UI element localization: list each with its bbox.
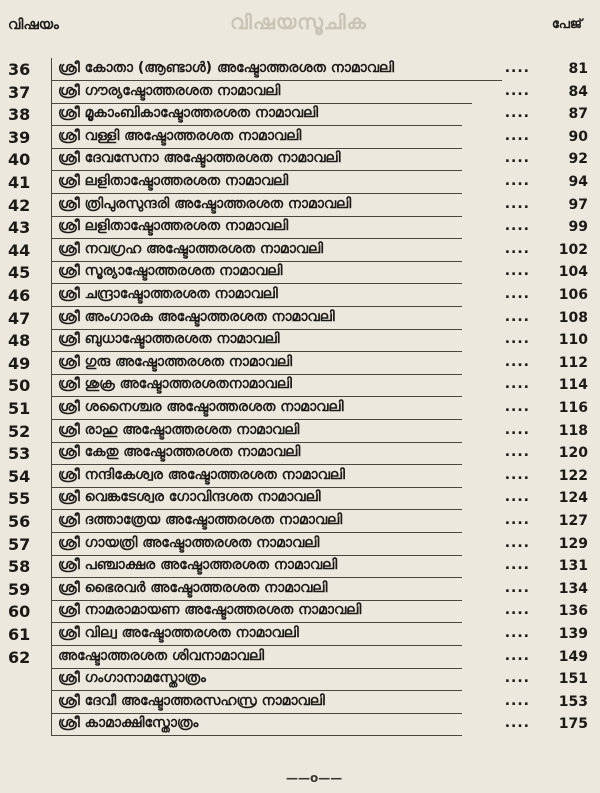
title-cell (51, 284, 462, 307)
entry-number: 56 (8, 512, 31, 531)
page-number: 136 (558, 603, 588, 620)
entry-number: 54 (8, 466, 31, 486)
leader-dots: .... (504, 308, 530, 325)
table-row (0, 239, 600, 263)
title-cell (51, 668, 462, 691)
title-cell (51, 329, 462, 352)
page-number: 175 (558, 716, 588, 733)
page-number: 92 (568, 151, 588, 168)
entry-title: ശ്രീ ചന്ദ്രാഷ്ടോത്തരശത നാമാവലി (58, 286, 278, 302)
leader-dots: .... (504, 421, 530, 438)
title-cell (51, 126, 462, 149)
leader-dots: .... (504, 331, 530, 348)
table-row (0, 487, 600, 511)
leader-dots: .... (504, 602, 530, 619)
entry-number: 55 (8, 489, 31, 509)
leader-dots: .... (504, 263, 530, 280)
entry-title: ശ്രീ ഭൈരവർ അഷ്ടോത്തരശത നാമാവലി (58, 579, 328, 596)
footer-ornament: ——o—— (286, 771, 343, 785)
entry-number: 48 (8, 331, 31, 351)
entry-title: ശ്രീ കോതാ (ആണ്ടാൾ) അഷ്ടോത്തരശത നാമാവലി (58, 60, 395, 76)
page-number: 87 (568, 106, 588, 123)
entry-title: അഷ്ടോത്തരശത ശിവനാമാവലി (58, 647, 264, 664)
entry-title: ശ്രീ ഗായത്രി അഷ്ടോത്തരശത നാമാവലി (58, 534, 320, 551)
entry-title: ശ്രീ ലളിതാഷ്ടോത്തരശത നാമാവലി (58, 173, 289, 189)
entry-number: 51 (8, 399, 31, 418)
table-row (0, 171, 600, 195)
table-row (0, 442, 600, 466)
title-cell (51, 465, 462, 488)
page-number: 106 (558, 287, 588, 303)
title-cell (51, 600, 462, 623)
title-cell (51, 239, 462, 262)
page-number: 153 (558, 693, 588, 710)
table-row (0, 510, 600, 534)
leader-dots: .... (504, 399, 530, 415)
entry-title: ശ്രീ അംഗാരക അഷ്ടോത്തരശത നാമാവലി (58, 308, 335, 325)
entry-number: 60 (8, 602, 31, 622)
title-cell (51, 103, 462, 126)
entry-number: 46 (8, 286, 31, 305)
title-cell (51, 216, 462, 239)
title-cell (51, 374, 462, 397)
entry-number: 45 (8, 263, 31, 283)
page-number: 131 (558, 558, 588, 575)
leader-dots: .... (504, 534, 530, 551)
leader-dots: .... (504, 625, 530, 641)
title-cell (51, 487, 462, 510)
page-number: 151 (558, 671, 588, 688)
title-cell (51, 646, 462, 669)
leader-dots: .... (504, 647, 530, 664)
entry-title: ശ്രീ ശുക്ര അഷ്ടോത്തരശതനാമാവലി (58, 376, 292, 393)
entry-number: 43 (8, 218, 31, 238)
index-heading-faded: വിഷയസൂചിക (230, 10, 367, 34)
page-number: 149 (558, 648, 588, 665)
entry-title: ശ്രീ ദത്താത്രേയ അഷ്ടോത്തരശത നാമാവലി (58, 512, 343, 528)
leader-dots: .... (504, 670, 530, 687)
entry-number: 47 (8, 308, 31, 328)
title-cell (51, 510, 462, 533)
page-number: 129 (558, 535, 588, 552)
table-row (0, 713, 600, 737)
entry-number: 36 (8, 60, 31, 79)
leader-dots: .... (504, 218, 530, 235)
title-cell (51, 307, 462, 330)
table-row (0, 623, 600, 647)
table-row (0, 148, 600, 172)
title-cell (51, 442, 462, 465)
entry-number: 41 (8, 173, 31, 192)
entry-title: ശ്രീ ഗംഗാനാമസ്തോത്രം (58, 670, 206, 687)
page-number: 97 (568, 196, 588, 213)
table-row (0, 533, 600, 557)
page-number: 108 (558, 309, 588, 326)
entry-title: ശ്രീ ബുധാഷ്ടോത്തരശത നാമാവലി (58, 331, 280, 348)
title-cell (51, 171, 462, 194)
leader-dots: .... (504, 512, 530, 528)
leader-dots: .... (504, 353, 530, 370)
leader-dots: .... (504, 466, 530, 483)
page-number: 118 (558, 422, 588, 439)
title-cell (51, 397, 462, 420)
leader-dots: .... (504, 715, 530, 732)
entry-title: ശ്രീ വെങ്കടേശ്വര ഗോവിന്ദശത നാമാവലി (58, 489, 321, 506)
table-row (0, 600, 600, 624)
table-row (0, 465, 600, 489)
entry-title: ശ്രീ ഗുരു അഷ്ടോത്തരശത നാമാവലി (58, 353, 293, 370)
table-row (0, 103, 600, 127)
page-number: 99 (568, 219, 588, 236)
table-row (0, 307, 600, 331)
title-cell (51, 691, 462, 714)
table-row (0, 352, 600, 376)
entry-title: ശ്രീ കാമാക്ഷിസ്തോത്രം (58, 715, 199, 732)
entry-number: 44 (8, 240, 31, 260)
title-cell (51, 555, 462, 578)
page-number: 81 (568, 61, 588, 77)
entry-title: ശ്രീ ശനൈശ്ചര അഷ്ടോത്തരശത നാമാവലി (58, 399, 344, 415)
title-cell (51, 623, 462, 646)
entry-title: ശ്രീ ലളിതാഷ്ടോത്തരശത നാമാവലി (58, 218, 289, 235)
leader-dots: .... (504, 240, 530, 257)
entry-number: 59 (8, 579, 31, 599)
entry-number: 62 (8, 647, 31, 667)
table-row (0, 284, 600, 308)
page-number: 120 (558, 445, 588, 462)
table-row (0, 81, 600, 105)
entry-number: 53 (8, 444, 31, 464)
entry-number: 39 (8, 127, 31, 147)
entry-title: ശ്രീ കേതു അഷ്ടോത്തരശത നാമാവലി (58, 444, 301, 461)
entry-number: 52 (8, 421, 31, 441)
page-number: 122 (558, 467, 588, 484)
entry-title: ശ്രീ ത്രിപുരസുന്ദരി അഷ്ടോത്തരശത നാമാവലി (58, 195, 352, 212)
table-row (0, 646, 600, 670)
page-number: 84 (568, 83, 588, 100)
page-number: 134 (558, 580, 588, 597)
table-row (0, 668, 600, 692)
leader-dots: .... (504, 376, 530, 393)
leader-dots: .... (504, 82, 530, 99)
leader-dots: .... (504, 105, 530, 122)
entry-number: 37 (8, 82, 31, 102)
entry-title: ശ്രീ പഞ്ചാക്ഷര അഷ്ടോത്തരശത നാമാവലി (58, 557, 338, 574)
title-cell (51, 148, 462, 171)
title-cell (51, 194, 462, 217)
title-cell (51, 81, 472, 104)
table-row (0, 261, 600, 285)
table-row (0, 397, 600, 421)
leader-dots: .... (504, 127, 530, 144)
table-row (0, 420, 600, 444)
page-number: 116 (558, 400, 588, 416)
entry-title: ശ്രീ വള്ളി അഷ്ടോത്തരശത നാമാവലി (58, 127, 302, 144)
entry-title: ശ്രീ രാഹു അഷ്ടോത്തരശത നാമാവലി (58, 421, 300, 438)
entry-number: 58 (8, 557, 31, 577)
entry-title: ശ്രീ നവഗ്രഹ അഷ്ടോത്തരശത നാമാവലി (58, 240, 324, 257)
page-number: 114 (558, 377, 588, 394)
leader-dots: .... (504, 150, 530, 167)
entry-number: 42 (8, 195, 31, 215)
entry-title: ശ്രീ വില്വ അഷ്ടോത്തരശത നാമാവലി (58, 625, 299, 641)
leader-dots: .... (504, 173, 530, 189)
table-row (0, 578, 600, 602)
title-cell (51, 533, 462, 556)
table-row (0, 374, 600, 398)
entry-title: ശ്രീ ദേവീ അഷ്ടോത്തരസഹസ്ര നാമാവലി (58, 692, 325, 709)
leader-dots: .... (504, 692, 530, 709)
page-number: 102 (558, 241, 588, 258)
page-number: 124 (558, 490, 588, 507)
entry-number: 57 (8, 534, 31, 554)
page-column-header: പേജ് (551, 17, 582, 32)
page-number: 127 (558, 513, 588, 529)
table-row (0, 58, 600, 82)
title-cell (51, 58, 502, 81)
entry-title: ശ്രീ ഗൗര്യഷ്ടോത്തരശത നാമാവലി (58, 82, 281, 99)
title-cell (51, 578, 462, 601)
table-row (0, 691, 600, 715)
entry-title: ശ്രീ മൂകാംബികാഷ്ടോത്തരശത നാമാവലി (58, 105, 319, 122)
table-row (0, 216, 600, 240)
leader-dots: .... (504, 195, 530, 212)
table-row (0, 126, 600, 150)
table-row (0, 329, 600, 353)
page-number: 90 (568, 128, 588, 145)
page-number: 112 (558, 354, 588, 371)
page-number: 110 (558, 332, 588, 349)
leader-dots: .... (504, 579, 530, 596)
table-row (0, 555, 600, 579)
subject-column-header: വിഷയം (8, 17, 59, 33)
title-cell (51, 713, 462, 736)
leader-dots: .... (504, 557, 530, 574)
leader-dots: .... (504, 60, 530, 76)
leader-dots: .... (504, 489, 530, 506)
entry-number: 38 (8, 105, 31, 125)
entry-title: ശ്രീ ദേവസേനാ അഷ്ടോത്തരശത നാമാവലി (58, 150, 341, 167)
leader-dots: .... (504, 286, 530, 302)
entry-number: 50 (8, 376, 31, 396)
page-number: 94 (568, 174, 588, 190)
entry-number: 61 (8, 625, 31, 644)
title-cell (51, 261, 462, 284)
leader-dots: .... (504, 444, 530, 461)
entry-title: ശ്രീ സൂര്യാഷ്ടോത്തരശത നാമാവലി (58, 263, 283, 280)
page-number: 139 (558, 626, 588, 642)
table-row (0, 194, 600, 218)
entry-title: ശ്രീ നാമരാമായണ അഷ്ടോത്തരശത നാമാവലി (58, 602, 362, 619)
title-cell (51, 420, 462, 443)
page-number: 104 (558, 264, 588, 281)
entry-number: 40 (8, 150, 31, 170)
entry-number: 49 (8, 353, 31, 373)
title-cell (51, 352, 462, 375)
entry-title: ശ്രീ നന്ദികേശ്വര അഷ്ടോത്തരശത നാമാവലി (58, 466, 345, 483)
